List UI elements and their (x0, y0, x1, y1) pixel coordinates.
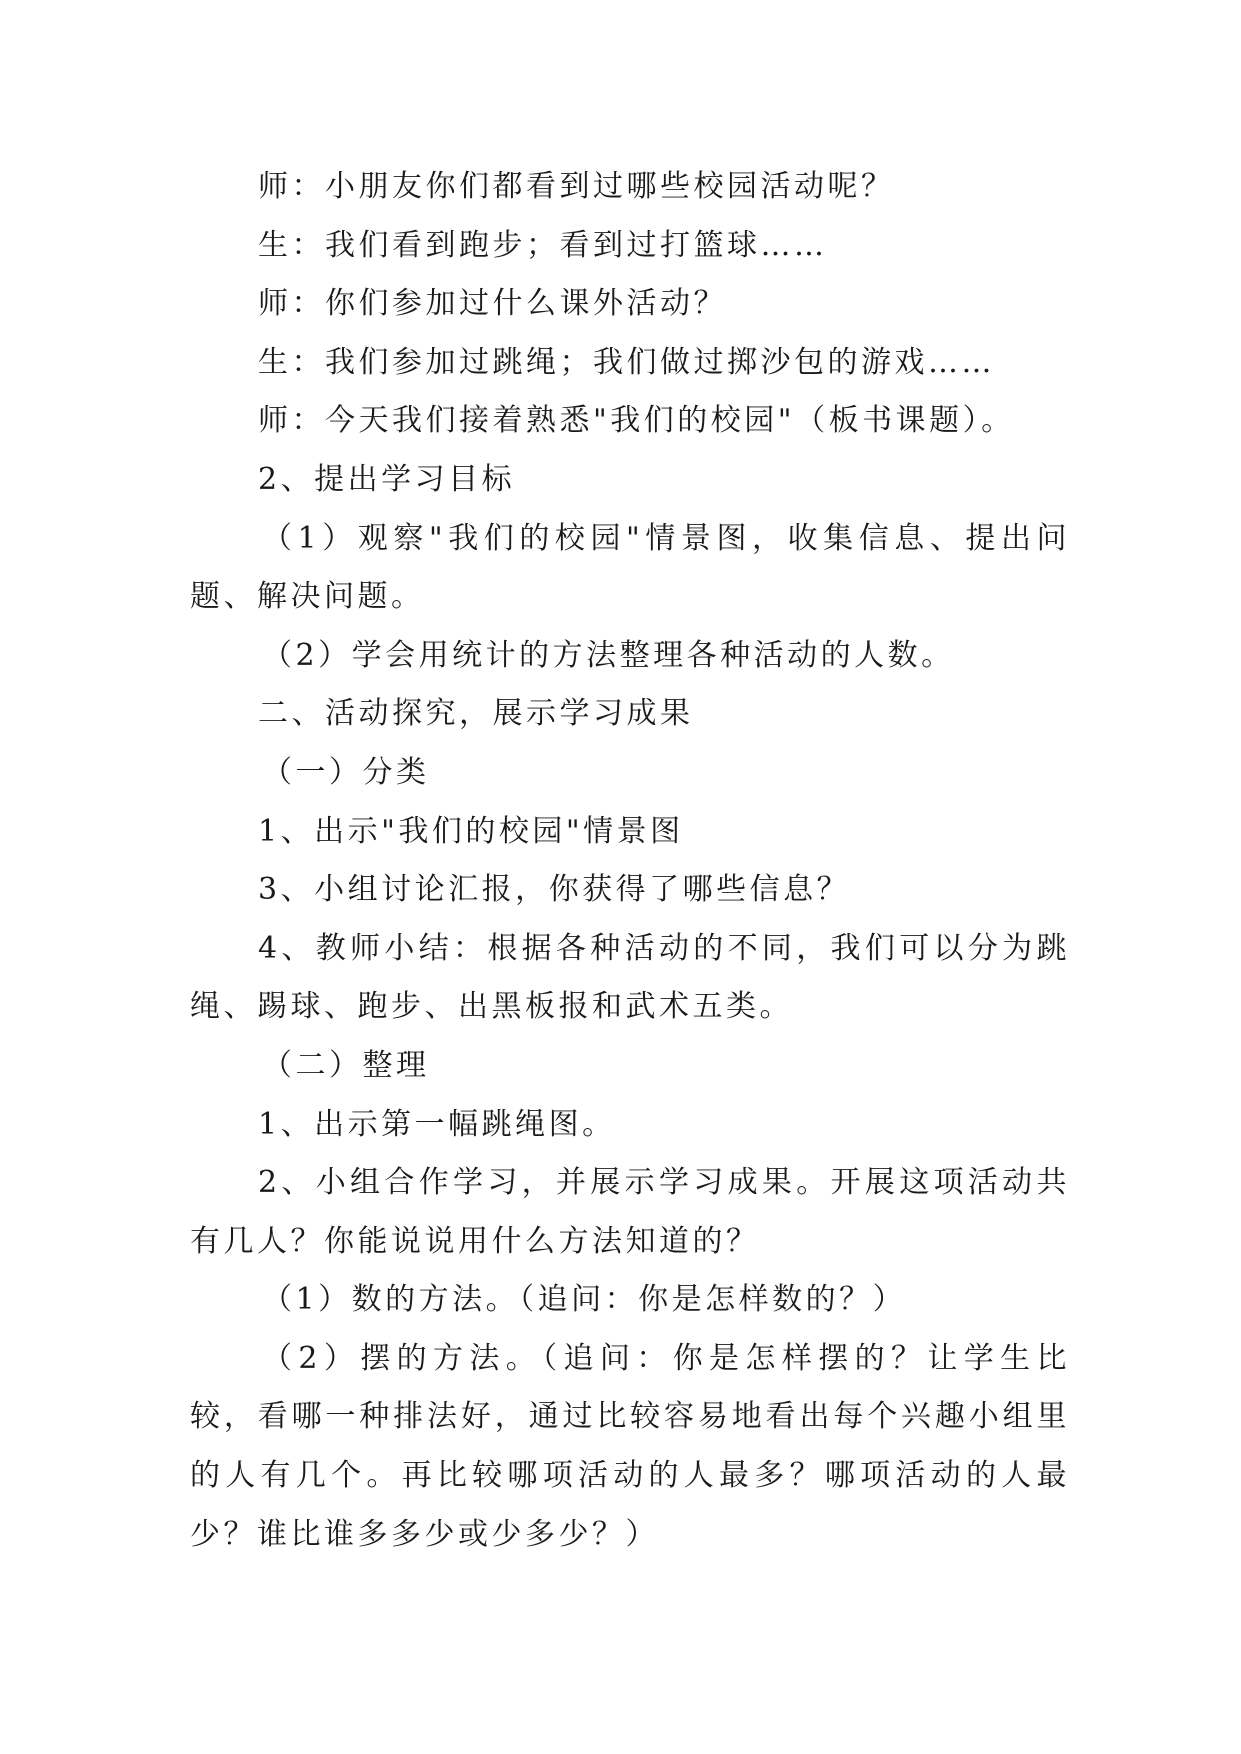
paragraph: 1、出示第一幅跳绳图。 (258, 1106, 616, 1142)
paragraph: （2）摆的方法。（追问：你是怎样摆的？让学生比较，看哪一种排法好，通过比较容易地看出每个兴趣小组里的人有几个。再比较哪项活动的人最多？哪项活动的人最少？谁比谁多多少或少多少？） (190, 1340, 1070, 1552)
paragraph: 4、教师小结：根据各种活动的不同，我们可以分为跳绳、踢球、跑步、出黑板报和武术五类。 (190, 930, 1070, 1025)
subsection-heading: （二）整理 (262, 1047, 430, 1083)
subsection-heading: （一）分类 (262, 754, 430, 790)
section-heading: 2、提出学习目标 (258, 461, 516, 497)
document-body (190, 158, 1070, 1564)
dialogue-line: 生：我们参加过跳绳；我们做过掷沙包的游戏…… (258, 344, 995, 380)
paragraph: （1）数的方法。（追问：你是怎样数的？） (262, 1282, 907, 1318)
paragraph: （2）学会用统计的方法整理各种活动的人数。 (262, 637, 955, 673)
paragraph: （1）观察"我们的校园"情景图，收集信息、提出问题、解决问题。 (190, 520, 1070, 615)
section-heading: 二、活动探究，展示学习成果 (258, 696, 694, 732)
dialogue-line: 师：你们参加过什么课外活动？ (258, 286, 727, 322)
dialogue-line: 生：我们看到跑步；看到过打篮球…… (258, 227, 828, 263)
paragraph: 1、出示"我们的校园"情景图 (258, 813, 684, 849)
dialogue-line: 师：小朋友你们都看到过哪些校园活动呢？ (258, 169, 895, 204)
paragraph: 2、小组合作学习，并展示学习成果。开展这项活动共有几人？你能说说用什么方法知道的？ (190, 1165, 1070, 1259)
paragraph: 3、小组讨论汇报，你获得了哪些信息？ (258, 872, 851, 908)
dialogue-line: 师：今天我们接着熟悉"我们的校园"（板书课题）。 (258, 403, 1015, 439)
